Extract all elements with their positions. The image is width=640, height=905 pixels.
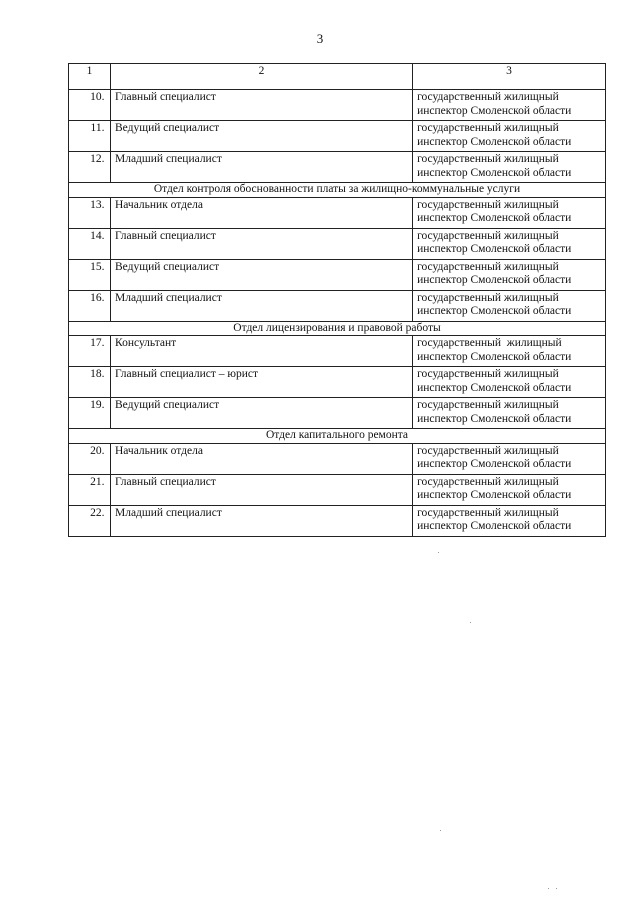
row-number-cell (69, 443, 111, 474)
job-title-line: государственный жилищный (417, 506, 559, 519)
table-row (69, 197, 606, 228)
job-title-line: инспектор Смоленской области (417, 274, 572, 286)
table-row (69, 152, 606, 183)
job-title-cell (413, 197, 606, 228)
position-name: Главный специалист – юрист (110, 367, 412, 398)
job-title-line: инспектор Смоленской области (417, 212, 572, 224)
job-title-line: инспектор Смоленской области (417, 381, 572, 394)
row-number: 16. (90, 291, 105, 304)
position-name: Ведущий специалист (110, 259, 412, 290)
job-title-cell (413, 505, 606, 536)
position-name: Ведущий специалист (110, 398, 412, 429)
job-title-cell (413, 259, 606, 290)
job-title-line: государственный жилищный (417, 291, 559, 304)
row-number-cell (69, 398, 111, 429)
header-col-1: 1 (69, 64, 111, 90)
positions-table (68, 63, 606, 537)
row-number-cell (69, 152, 111, 183)
job-title-line: государственный жилищный (417, 368, 559, 380)
page-number: 3 (316, 31, 324, 46)
row-number: 13. (90, 198, 105, 211)
table-header-row (69, 64, 606, 90)
job-title-line: государственный жилищный (417, 260, 559, 273)
job-title-cell (413, 290, 606, 321)
row-number: 12. (90, 153, 105, 165)
job-title-line: инспектор Смоленской области (417, 243, 572, 255)
row-number: 14. (90, 229, 105, 242)
section-row (69, 321, 606, 336)
row-number: 10. (90, 91, 105, 103)
table-row (69, 398, 606, 429)
table-row (69, 290, 606, 321)
scan-speck (470, 622, 471, 623)
scan-speck (438, 552, 439, 553)
table-row (69, 474, 606, 505)
job-title-line: государственный жилищный (417, 399, 559, 411)
row-number: 22. (90, 506, 105, 519)
table-row (69, 121, 606, 152)
job-title-line: государственный жилищный (417, 475, 559, 488)
job-title-line: государственный жилищный (417, 153, 559, 165)
position-name: Главный специалист (110, 474, 412, 505)
header-col-2: 2 (110, 64, 412, 90)
row-number: 17. (90, 337, 105, 349)
row-number: 21. (90, 475, 105, 488)
job-title-cell (413, 90, 606, 121)
scan-speck (440, 830, 441, 831)
table-row (69, 367, 606, 398)
job-title-line: инспектор Смоленской области (417, 166, 572, 179)
job-title-line: инспектор Смоленской области (417, 135, 572, 148)
position-name: Младший специалист (110, 505, 412, 536)
position-name: Консультант (110, 336, 412, 367)
job-title-line: инспектор Смоленской области (417, 104, 572, 117)
position-name: Ведущий специалист (110, 121, 412, 152)
header-col-3: 3 (413, 64, 606, 90)
row-number-cell (69, 259, 111, 290)
job-title-line: государственный жилищный (417, 198, 559, 211)
job-title-cell (413, 367, 606, 398)
job-title-line: инспектор Смоленской области (417, 489, 572, 501)
table-row (69, 505, 606, 536)
job-title-cell (413, 443, 606, 474)
row-number-cell (69, 505, 111, 536)
job-title-cell (413, 152, 606, 183)
job-title-line: государственный жилищный (417, 444, 559, 457)
row-number-cell (69, 228, 111, 259)
row-number-cell (69, 290, 111, 321)
table-row (69, 228, 606, 259)
position-name: Главный специалист (110, 90, 412, 121)
scan-speck (556, 888, 557, 889)
job-title-line: инспектор Смоленской области (417, 520, 572, 532)
row-number: 18. (90, 368, 105, 380)
row-number: 11. (90, 122, 105, 134)
row-number: 19. (90, 399, 105, 411)
position-name: Младший специалист (110, 152, 412, 183)
section-title: Отдел лицензирования и правовой работы (69, 321, 606, 336)
job-title-line: государственный жилищный (417, 122, 559, 134)
job-title-line: государственный жилищный (417, 91, 559, 103)
section-row (69, 183, 606, 198)
table-body (69, 90, 606, 537)
job-title-cell (413, 398, 606, 429)
position-name: Начальник отдела (110, 443, 412, 474)
job-title-line: инспектор Смоленской области (417, 305, 572, 317)
section-row (69, 429, 606, 444)
table-row (69, 259, 606, 290)
job-title-cell (413, 336, 606, 367)
job-title-cell (413, 474, 606, 505)
table-row (69, 443, 606, 474)
scan-speck (548, 888, 549, 889)
job-title-cell (413, 121, 606, 152)
job-title-line: государственный жилищный (417, 337, 562, 349)
position-name: Младший специалист (110, 290, 412, 321)
row-number: 15. (90, 260, 105, 273)
row-number-cell (69, 90, 111, 121)
job-title-line: инспектор Смоленской области (417, 412, 572, 425)
job-title-line: государственный жилищный (417, 229, 559, 242)
row-number-cell (69, 474, 111, 505)
section-title: Отдел контроля обоснованности платы за жилищно-коммунальные услуги (69, 183, 606, 198)
row-number-cell (69, 197, 111, 228)
row-number-cell (69, 367, 111, 398)
row-number: 20. (90, 444, 105, 457)
table-row (69, 90, 606, 121)
job-title-line: инспектор Смоленской области (417, 350, 572, 363)
row-number-cell (69, 121, 111, 152)
position-name: Начальник отдела (110, 197, 412, 228)
position-name: Главный специалист (110, 228, 412, 259)
job-title-cell (413, 228, 606, 259)
section-title: Отдел капитального ремонта (69, 429, 606, 444)
row-number-cell (69, 336, 111, 367)
job-title-line: инспектор Смоленской области (417, 458, 572, 470)
table-row (69, 336, 606, 367)
